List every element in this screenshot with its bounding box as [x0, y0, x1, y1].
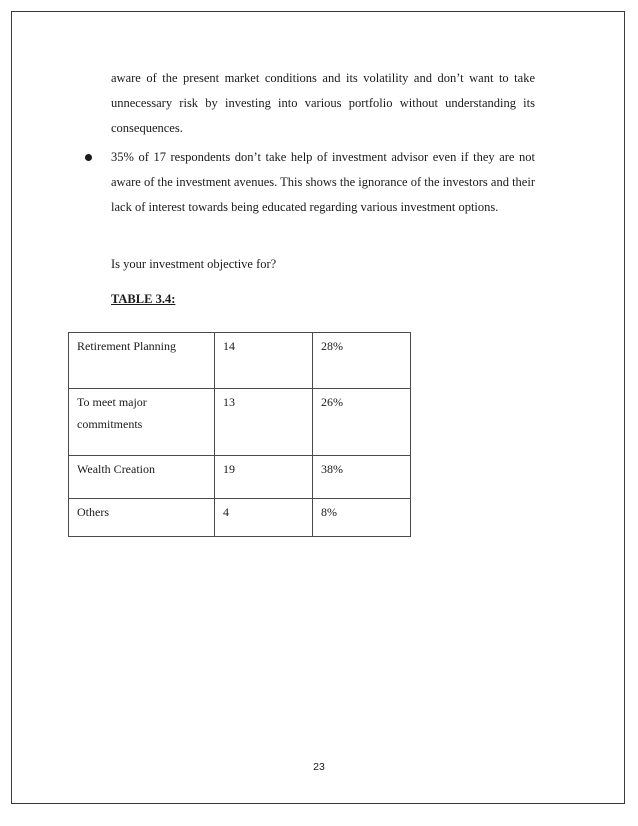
- percent-cell: 26%: [313, 389, 411, 456]
- table-row: [69, 499, 411, 537]
- objective-cell: To meet major commitments: [69, 389, 215, 456]
- question-text: Is your investment objective for?: [111, 257, 277, 271]
- table-row: [69, 389, 411, 456]
- bullet-text: 35% of 17 respondents don’t take help of investment advisor even if they are not aware of the investment avenues. This shows the ignorance of the investors and their lack of interest towards being educated regarding various investment options.: [111, 150, 535, 214]
- objective-cell: Others: [69, 499, 215, 537]
- objective-cell: Retirement Planning: [69, 333, 215, 389]
- count-cell: 14: [215, 333, 313, 389]
- bullet-dot-icon: [85, 154, 92, 161]
- percent-cell: 8%: [313, 499, 411, 537]
- count-cell: 13: [215, 389, 313, 456]
- percent-cell: 28%: [313, 333, 411, 389]
- objective-table: [68, 332, 411, 537]
- page-number: 23: [313, 761, 325, 773]
- objective-cell: Wealth Creation: [69, 456, 215, 499]
- table-title: TABLE 3.4:: [111, 292, 176, 306]
- table-row: [69, 333, 411, 389]
- table-row: [69, 456, 411, 499]
- count-cell: 19: [215, 456, 313, 499]
- count-cell: 4: [215, 499, 313, 537]
- percent-cell: 38%: [313, 456, 411, 499]
- paragraph-continuation: aware of the present market conditions and its volatility and don’t want to take unnecessary risk by investing into various portfolio without understanding its consequences.: [111, 71, 535, 135]
